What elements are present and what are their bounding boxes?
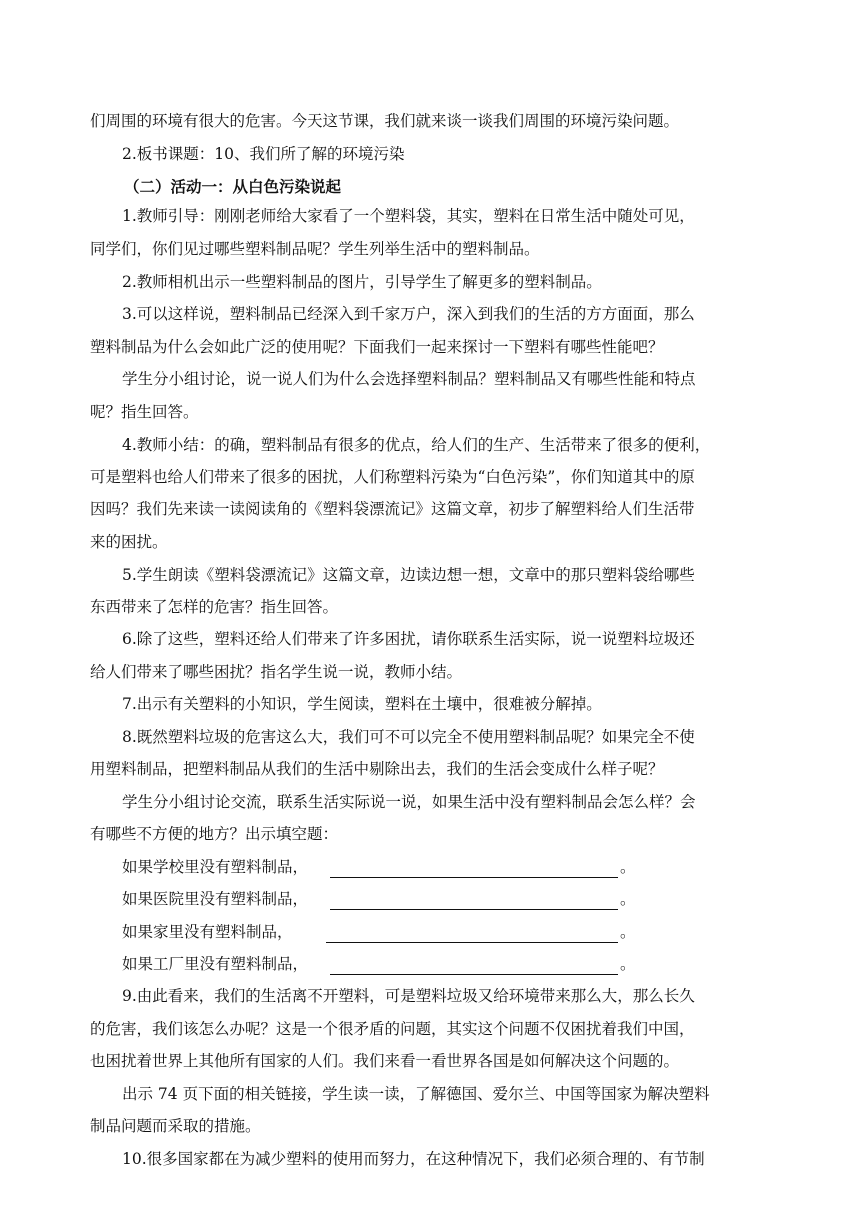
paragraph-line: 9.由此看来，我们的生活离不开塑料，可是塑料垃圾又给环境带来那么大，那么长久	[122, 987, 695, 1005]
paragraph-line: 呢？指生回答。	[90, 403, 199, 421]
paragraph-line: 同学们，你们见过哪些塑料制品呢？学生列举生活中的塑料制品。	[90, 240, 540, 258]
paragraph-line: 6.除了这些，塑料还给人们带来了许多困扰，请你联系生活实际，说一说塑料垃圾还	[122, 630, 695, 648]
fill-blank-line	[326, 942, 618, 943]
fill-blank-end: 。	[620, 858, 636, 876]
paragraph-line: 因吗？我们先来读一读阅读角的《塑料袋漂流记》这篇文章，初步了解塑料给人们生活带	[90, 500, 695, 518]
paragraph-line: 东西带来了怎样的危害？指生回答。	[90, 598, 339, 616]
fill-blank-line	[330, 974, 618, 975]
paragraph-line: 的危害，我们该怎么办呢？这是一个很矛盾的问题，其实这个问题不仅困扰着我们中国，	[90, 1020, 695, 1038]
paragraph-line: 学生分小组讨论，说一说人们为什么会选择塑料制品？塑料制品又有哪些性能和特点	[122, 370, 696, 388]
paragraph-line: 5.学生朗读《塑料袋漂流记》这篇文章，边读边想一想，文章中的那只塑料袋给哪些	[122, 566, 695, 584]
fill-blank-prompt: 如果工厂里没有塑料制品，	[122, 955, 309, 973]
fill-blank-prompt: 如果学校里没有塑料制品，	[122, 858, 309, 876]
fill-blank-end: 。	[620, 890, 636, 908]
fill-blank-row	[122, 884, 642, 914]
paragraph-line: 3.可以这样说，塑料制品已经深入到千家万户，深入到我们的生活的方方面面，那么	[122, 305, 695, 323]
paragraph-line: 塑料制品为什么会如此广泛的使用呢？下面我们一起来探讨一下塑料有哪些性能吧？	[90, 338, 664, 356]
section-heading: （二）活动一：从白色污染说起	[124, 177, 342, 196]
paragraph-line: 们周围的环境有很大的危害。今天这节课，我们就来谈一谈我们周围的环境污染问题。	[90, 112, 680, 130]
paragraph-line: 制品问题而采取的措施。	[90, 1117, 261, 1135]
paragraph-line: 给人们带来了哪些困扰？指名学生说一说，教师小结。	[90, 663, 463, 681]
fill-blank-row	[122, 917, 642, 947]
paragraph-line: 出示 74 页下面的相关链接，学生读一读，了解德国、爱尔兰、中国等国家为解决塑料	[122, 1085, 710, 1103]
paragraph-line: 学生分小组讨论交流，联系生活实际说一说，如果生活中没有塑料制品会怎么样？会	[122, 793, 696, 811]
fill-blank-end: 。	[620, 955, 636, 973]
paragraph-line: 10.很多国家都在为减少塑料的使用而努力，在这种情况下，我们必须合理的、有节制	[122, 1150, 705, 1168]
paragraph-line: 有哪些不方便的地方？出示填空题：	[90, 825, 339, 843]
paragraph-line: 4.教师小结：的确，塑料制品有很多的优点，给人们的生产、生活带来了很多的便利，	[122, 436, 711, 454]
paragraph-line: 2.教师相机出示一些塑料制品的图片，引导学生了解更多的塑料制品。	[122, 273, 602, 291]
paragraph-line: 2.板书课题：10、我们所了解的环境污染	[122, 145, 405, 163]
fill-blank-end: 。	[620, 923, 636, 941]
paragraph-line: 1.教师引导：刚刚老师给大家看了一个塑料袋，其实，塑料在日常生活中随处可见，	[122, 207, 695, 225]
paragraph-line: 可是塑料也给人们带来了很多的困扰，人们称塑料污染为“白色污染”，你们知道其中的原	[90, 468, 695, 486]
fill-blank-line	[330, 877, 618, 878]
fill-blank-line	[330, 909, 618, 910]
paragraph-line: 用塑料制品，把塑料制品从我们的生活中剔除出去，我们的生活会变成什么样子呢？	[90, 760, 664, 778]
fill-blank-row	[122, 949, 642, 979]
paragraph-line: 也困扰着世界上其他所有国家的人们。我们来看一看世界各国是如何解决这个问题的。	[90, 1052, 680, 1070]
paragraph-line: 来的困扰。	[90, 533, 168, 551]
paragraph-line: 8.既然塑料垃圾的危害这么大，我们可不可以完全不使用塑料制品呢？如果完全不使	[122, 728, 695, 746]
paragraph-line: 7.出示有关塑料的小知识，学生阅读，塑料在土壤中，很难被分解掉。	[122, 695, 602, 713]
fill-blank-prompt: 如果医院里没有塑料制品，	[122, 890, 309, 908]
fill-blank-row	[122, 852, 642, 882]
fill-blank-prompt: 如果家里没有塑料制品，	[122, 923, 293, 941]
